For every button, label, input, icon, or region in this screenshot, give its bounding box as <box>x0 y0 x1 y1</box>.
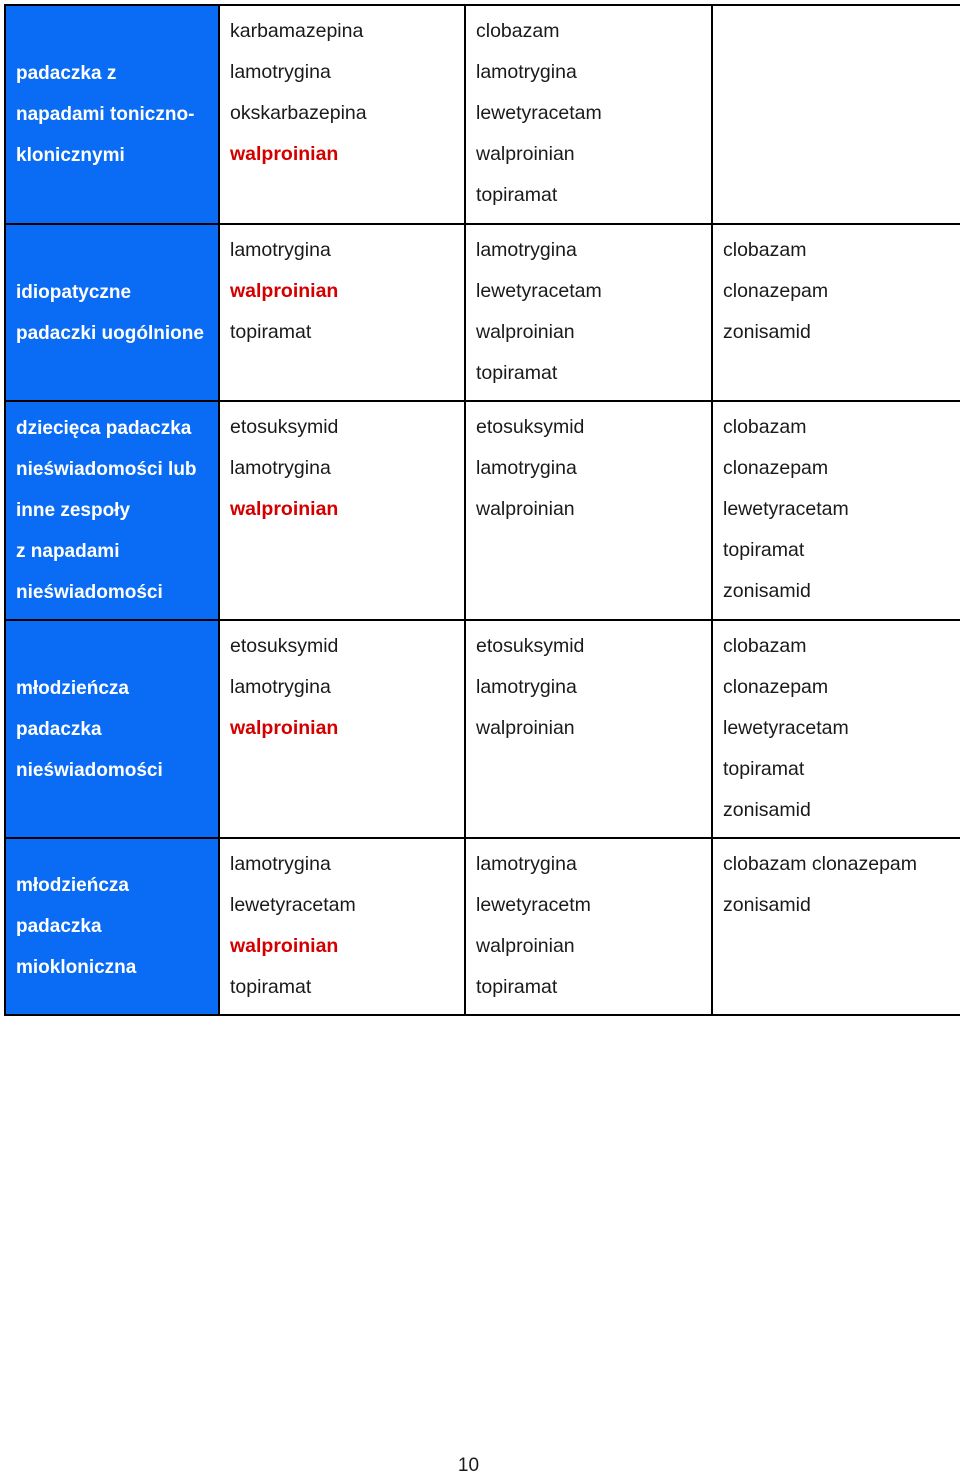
drug-name: lamotrygina <box>476 457 577 479</box>
drug-name: walproinian <box>476 935 575 957</box>
drug-name: clobazam <box>723 239 807 261</box>
drug-name: clobazam clonazepam <box>723 853 918 875</box>
drug-name: zonisamid <box>723 580 811 602</box>
condition-line: padaczki uogólnione <box>16 322 204 344</box>
table-row <box>5 838 960 1015</box>
drug-cell-col2 <box>465 5 712 224</box>
drug-name: topiramat <box>723 758 805 780</box>
drug-name: topiramat <box>230 976 312 998</box>
drug-name: lamotrygina <box>476 239 577 261</box>
drug-name: etosuksymid <box>476 416 585 438</box>
drug-name: walproinian <box>476 717 575 739</box>
drug-name: zonisamid <box>723 799 811 821</box>
drug-table <box>4 4 960 1016</box>
drug-name-highlighted: walproinian <box>230 498 339 520</box>
condition-line: nieświadomości lub <box>16 459 197 480</box>
condition-line: klonicznymi <box>16 145 125 166</box>
condition-cell <box>5 224 219 401</box>
drug-cell-col3 <box>712 838 960 1015</box>
drug-cell-col1 <box>219 620 465 838</box>
condition-line: młodzieńcza <box>16 875 129 896</box>
drug-name-highlighted: walproinian <box>230 935 339 957</box>
drug-name: topiramat <box>476 362 558 384</box>
condition-line: miokloniczna <box>16 957 137 978</box>
drug-name: lamotrygina <box>230 676 331 698</box>
drug-name: topiramat <box>476 184 558 206</box>
table-row <box>5 620 960 838</box>
drug-cell-col2 <box>465 224 712 401</box>
drug-name: lewetyracetam <box>476 102 602 124</box>
table-row <box>5 224 960 401</box>
table-row <box>5 401 960 620</box>
drug-name: karbamazepina <box>230 20 364 42</box>
condition-line: padaczka <box>16 718 102 740</box>
drug-name: lewetyracetm <box>476 894 591 916</box>
drug-name: clonazepam <box>723 280 829 302</box>
table-row <box>5 5 960 224</box>
drug-name: lamotrygina <box>476 676 577 698</box>
drug-name: okskarbazepina <box>230 102 367 124</box>
drug-cell-col3 <box>712 620 960 838</box>
drug-name: zonisamid <box>723 321 811 343</box>
drug-cell-col1 <box>219 5 465 224</box>
drug-name: walproinian <box>476 321 575 343</box>
drug-cell-col3 <box>712 5 960 224</box>
drug-name: clobazam <box>723 635 807 657</box>
drug-name: lewetyracetam <box>476 280 602 302</box>
drug-name-highlighted: walproinian <box>230 280 339 302</box>
drug-name: lamotrygina <box>476 61 577 83</box>
drug-name: lamotrygina <box>230 853 331 875</box>
drug-name: zonisamid <box>723 894 811 916</box>
condition-line: padaczka z <box>16 63 117 84</box>
condition-line: napadami toniczno- <box>16 104 195 125</box>
condition-line: dziecięca padaczka <box>16 418 192 439</box>
drug-name: lamotrygina <box>476 853 577 875</box>
condition-line: nieświadomości <box>16 582 163 603</box>
table-body <box>5 5 960 1015</box>
drug-name: etosuksymid <box>230 416 339 438</box>
drug-name: etosuksymid <box>476 635 585 657</box>
drug-cell-col2 <box>465 620 712 838</box>
drug-name-highlighted: walproinian <box>230 717 339 739</box>
drug-cell-col3 <box>712 224 960 401</box>
drug-name: lamotrygina <box>230 457 331 479</box>
drug-name: topiramat <box>723 539 805 561</box>
drug-name: topiramat <box>230 321 312 343</box>
condition-cell <box>5 838 219 1015</box>
drug-name: lewetyracetam <box>723 717 849 739</box>
drug-name: walproinian <box>476 498 575 520</box>
condition-cell <box>5 401 219 620</box>
condition-cell <box>5 620 219 838</box>
drug-name: lamotrygina <box>230 239 331 261</box>
drug-name: clobazam <box>723 416 807 438</box>
drug-cell-col3 <box>712 401 960 620</box>
drug-name: lewetyracetam <box>723 498 849 520</box>
condition-line: inne zespoły <box>16 500 131 521</box>
condition-line: padaczka <box>16 916 102 937</box>
drug-name: lewetyracetam <box>230 894 356 916</box>
drug-name: walproinian <box>476 143 575 165</box>
drug-name: topiramat <box>476 976 558 998</box>
drug-cell-col1 <box>219 401 465 620</box>
condition-line: młodzieńcza <box>16 677 129 699</box>
page-number: 10 <box>457 1455 480 1476</box>
drug-name: clobazam <box>476 20 560 42</box>
condition-cell <box>5 5 219 224</box>
drug-name: etosuksymid <box>230 635 339 657</box>
condition-line: nieświadomości <box>16 759 163 781</box>
drug-cell-col1 <box>219 224 465 401</box>
drug-name-highlighted: walproinian <box>230 143 339 165</box>
condition-line: idiopatyczne <box>16 281 132 303</box>
drug-cell-col2 <box>465 838 712 1015</box>
drug-name: lamotrygina <box>230 61 331 83</box>
condition-line: z napadami <box>16 541 120 562</box>
drug-name: clonazepam <box>723 457 829 479</box>
drug-cell-col1 <box>219 838 465 1015</box>
drug-cell-col2 <box>465 401 712 620</box>
drug-name: clonazepam <box>723 676 829 698</box>
